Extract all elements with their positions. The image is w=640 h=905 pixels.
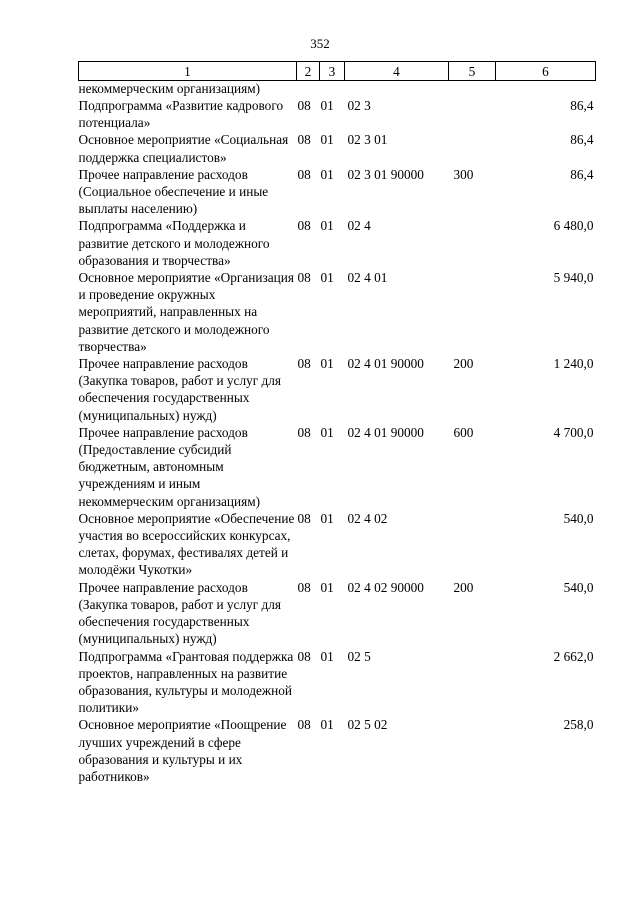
row-target-article: 02 5 (347, 648, 371, 664)
row-amount: 4 700,0 (553, 424, 594, 440)
row-subsection: 01 (320, 717, 334, 733)
table-body (79, 81, 596, 786)
row-target-article: 02 4 01 90000 (347, 424, 424, 440)
row-section: 08 (297, 166, 311, 182)
row-subsection: 01 (320, 424, 334, 440)
row-amount: 2 662,0 (553, 648, 594, 664)
row-name: Прочее направление расходов (Социальное обеспечение и иные выплаты населению) (78, 166, 269, 217)
row-subsection: 01 (320, 648, 334, 664)
row-expense-type (449, 97, 496, 131)
header-col-5: 5 (449, 62, 496, 81)
row-target-article: 02 4 01 90000 (347, 356, 424, 372)
row-subsection: 01 (320, 579, 334, 595)
row-amount: 86,4 (570, 166, 594, 182)
row-name: Основное мероприятие «Поощрение лучших учреждений в сфере образования и культуры и их работников» (78, 717, 287, 784)
row-target-article: 02 3 (347, 98, 371, 113)
row-expense-type: 300 (453, 166, 474, 182)
row-name: Подпрограмма «Грантовая поддержка проектов, направленных на развитие образования, культуры и молодежной политики» (78, 648, 294, 716)
row-name: Подпрограмма «Развитие кадрового потенциала» (78, 98, 284, 131)
row-target-article: 02 4 02 90000 (347, 579, 424, 595)
row-amount: 1 240,0 (553, 356, 594, 372)
row-amount: 6 480,0 (553, 218, 594, 234)
header-col-2: 2 (297, 62, 320, 81)
budget-table (78, 61, 596, 785)
row-name: Подпрограмма «Поддержка и развитие детского и молодежного образования и творчества» (78, 218, 270, 268)
row-section: 08 (297, 98, 311, 113)
row-expense-type (449, 510, 496, 579)
table-row (79, 269, 596, 355)
row-expense-type (449, 217, 496, 269)
table-row (79, 716, 596, 785)
table-row (79, 97, 596, 131)
row-subsection: 01 (320, 218, 334, 234)
row-name: Основное мероприятие «Социальная поддержка специалистов» (78, 132, 289, 165)
row-amount: 5 940,0 (553, 270, 594, 286)
row-section: 08 (297, 132, 311, 148)
row-expense-type (449, 716, 496, 785)
row-name: Прочее направление расходов (Предоставление субсидий бюджетным, автономным учреждениям и иным некоммерческим организациям) (78, 424, 261, 509)
row-target-article: 02 4 (347, 218, 371, 234)
header-col-4: 4 (345, 62, 449, 81)
row-name: Основное мероприятие «Организация и проведение окружных мероприятий, направленных на развитие детского и молодежного творчества» (78, 270, 294, 354)
table-row (79, 510, 596, 579)
table-row (79, 579, 596, 648)
row-subsection: 01 (320, 132, 334, 148)
row-target-article: 02 3 01 90000 (347, 166, 424, 182)
row-name: Основное мероприятие «Обеспечение участия во всероссийских конкурсах, слетах, форумах, фестивалях детей и молодёжи Чукотки» (78, 510, 295, 578)
row-section: 08 (297, 648, 311, 664)
row-section: 08 (297, 270, 311, 286)
table-row (79, 424, 596, 510)
page-number: 352 (310, 36, 330, 51)
table-row (79, 648, 596, 717)
row-name: Прочее направление расходов (Закупка товаров, работ и услуг для обеспечения государственных (муниципальных) нужд) (78, 579, 282, 647)
header-col-1: 1 (79, 62, 297, 81)
row-section: 08 (297, 424, 311, 440)
header-row (79, 62, 596, 81)
row-subsection: 01 (320, 510, 334, 526)
table-row (79, 131, 596, 165)
row-expense-type (449, 269, 496, 355)
row-section: 08 (297, 218, 311, 234)
row-name: Прочее направление расходов (Закупка товаров, работ и услуг для обеспечения государственных (муниципальных) нужд) (78, 356, 282, 423)
header-col-6: 6 (496, 62, 596, 81)
row-target-article: 02 3 01 (347, 132, 388, 148)
row-amount: 258,0 (563, 717, 594, 733)
row-section: 08 (297, 579, 311, 595)
table-row (79, 355, 596, 424)
header-col-3: 3 (320, 62, 345, 81)
row-amount: 540,0 (563, 510, 594, 526)
row-section: 08 (297, 356, 311, 372)
table-row (79, 166, 596, 218)
row-subsection: 01 (320, 356, 334, 372)
row-amount: 86,4 (570, 132, 594, 148)
row-section: 08 (297, 510, 311, 526)
row-subsection: 01 (320, 166, 334, 182)
row-expense-type: 200 (453, 579, 474, 595)
row-target-article: 02 4 02 (347, 510, 388, 526)
row-amount: 86,4 (570, 98, 594, 113)
row-subsection: 01 (320, 98, 334, 113)
row-section: 08 (297, 717, 311, 733)
row-subsection: 01 (320, 270, 334, 286)
continuation-text: некоммерческим организациям) (78, 81, 261, 96)
row-expense-type: 200 (453, 356, 474, 372)
table-row (79, 217, 596, 269)
table-header (79, 62, 596, 81)
continuation-row (79, 81, 596, 98)
row-expense-type (449, 648, 496, 717)
row-target-article: 02 5 02 (347, 717, 388, 733)
row-expense-type: 600 (453, 424, 474, 440)
row-expense-type (449, 131, 496, 165)
row-target-article: 02 4 01 (347, 270, 388, 286)
row-amount: 540,0 (563, 579, 594, 595)
